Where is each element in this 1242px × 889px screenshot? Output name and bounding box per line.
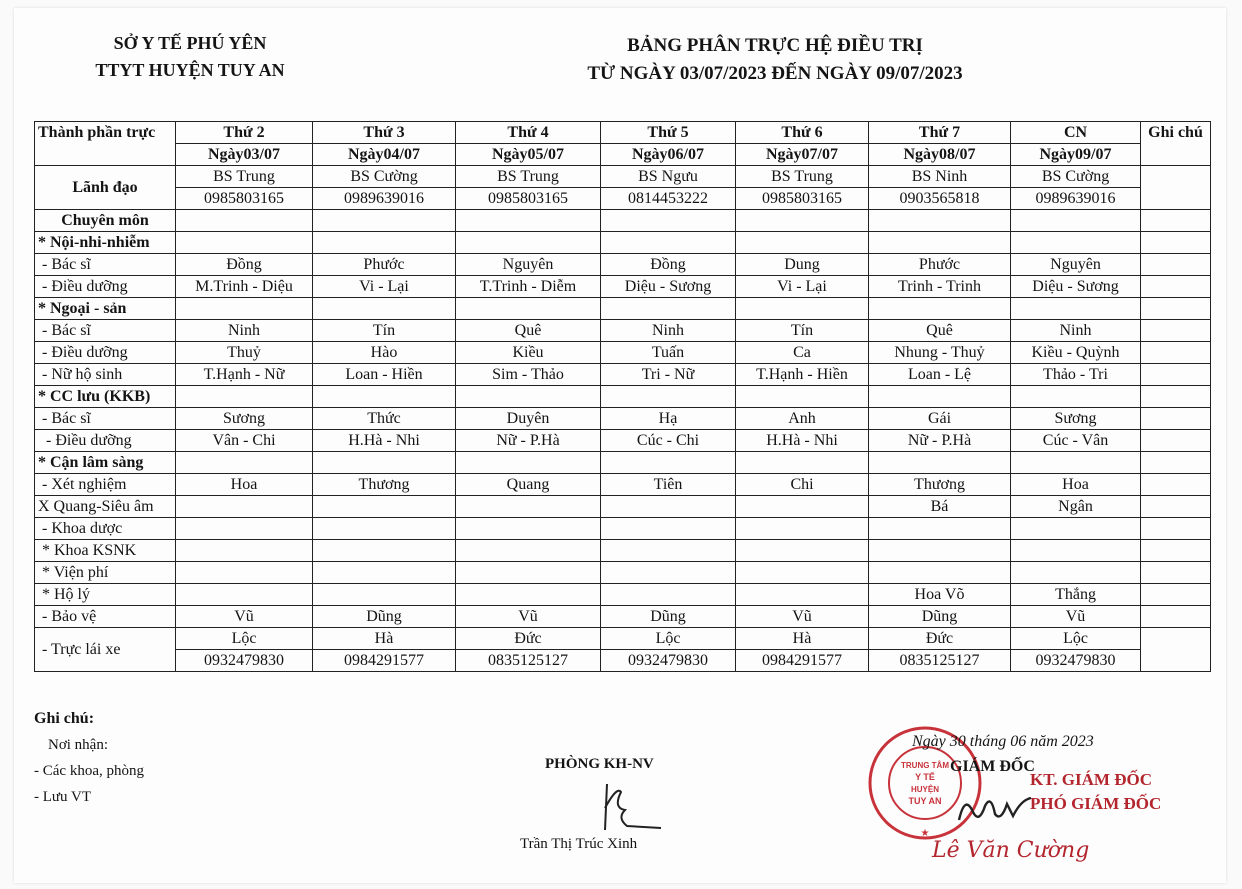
duty-cell: Thương — [313, 474, 456, 496]
duty-cell: Ninh — [601, 320, 736, 342]
day-header: Thứ 2 — [176, 122, 313, 144]
driver-phone: 0984291577 — [736, 650, 869, 672]
duty-cell — [869, 518, 1011, 540]
note-cell — [1141, 562, 1211, 584]
duty-cell: Tuấn — [601, 342, 736, 364]
note-cell — [1141, 386, 1211, 408]
duty-cell: Vân - Chi — [176, 430, 313, 452]
header-row-days — [35, 122, 1211, 144]
note-cell — [1141, 276, 1211, 298]
stamp-line-4: TUY AN — [908, 796, 942, 806]
driver-phone: 0932479830 — [176, 650, 313, 672]
duty-cell: Đồng — [601, 254, 736, 276]
driver-name: Hà — [736, 628, 869, 650]
duty-cell — [176, 540, 313, 562]
duty-cell: Hoa — [176, 474, 313, 496]
table-row — [35, 540, 1211, 562]
duty-cell: Hạ — [601, 408, 736, 430]
org-header — [40, 30, 340, 84]
leader-phone: 0985803165 — [456, 188, 601, 210]
duty-cell — [1011, 386, 1141, 408]
duty-cell: T.Trinh - Diễm — [456, 276, 601, 298]
duty-cell — [869, 210, 1011, 232]
duty-cell — [176, 562, 313, 584]
duty-cell — [601, 518, 736, 540]
date-header: Ngày08/07 — [869, 144, 1011, 166]
duty-cell: Sương — [1011, 408, 1141, 430]
duty-cell: Dũng — [869, 606, 1011, 628]
note-cell — [1141, 606, 1211, 628]
duty-cell: Cúc - Vân — [1011, 430, 1141, 452]
note-cell — [1141, 474, 1211, 496]
duty-cell: Tín — [313, 320, 456, 342]
table-row — [35, 210, 1211, 232]
leader-name: BS Trung — [456, 166, 601, 188]
duty-cell — [313, 562, 456, 584]
duty-cell — [176, 518, 313, 540]
duty-cell — [601, 452, 736, 474]
department-signer: Trần Thị Trúc Xinh — [520, 836, 638, 852]
duty-cell — [176, 386, 313, 408]
duty-cell: Ca — [736, 342, 869, 364]
row-label: - Nữ hộ sinh — [35, 364, 176, 386]
duty-cell — [313, 584, 456, 606]
duty-cell — [869, 562, 1011, 584]
duty-cell: Thuỷ — [176, 342, 313, 364]
driver-phone: 0835125127 — [456, 650, 601, 672]
date-header: Ngày07/07 — [736, 144, 869, 166]
table-row — [35, 386, 1211, 408]
duty-cell — [736, 540, 869, 562]
duty-cell — [456, 584, 601, 606]
duty-cell — [176, 210, 313, 232]
footer-notes — [34, 706, 144, 810]
duty-cell — [1011, 298, 1141, 320]
duty-cell: Loan - Lệ — [869, 364, 1011, 386]
note-header: Ghi chú — [1141, 122, 1211, 166]
duty-cell — [313, 518, 456, 540]
duty-cell: Hoa — [1011, 474, 1141, 496]
duty-cell — [456, 210, 601, 232]
duty-cell: Anh — [736, 408, 869, 430]
duty-cell: Dung — [736, 254, 869, 276]
row-label: * Viện phí — [35, 562, 176, 584]
duty-cell: Thức — [313, 408, 456, 430]
duty-cell — [1011, 452, 1141, 474]
duty-cell — [456, 562, 601, 584]
stamp-line-1: TRUNG TÂM — [901, 761, 949, 770]
duty-cell: Nguyên — [456, 254, 601, 276]
duty-cell: Phước — [313, 254, 456, 276]
leader-name: BS Ngưu — [601, 166, 736, 188]
signer-name: Lê Văn Cường — [932, 838, 1090, 863]
duty-cell: Ngân — [1011, 496, 1141, 518]
director-signature — [955, 790, 1035, 830]
leader-phone: 0814453222 — [601, 188, 736, 210]
row-label: - Điều dưỡng — [35, 342, 176, 364]
duty-cell — [869, 540, 1011, 562]
duty-cell — [1011, 562, 1141, 584]
day-header: Thứ 3 — [313, 122, 456, 144]
driver-name: Đức — [869, 628, 1011, 650]
date-header: Ngày06/07 — [601, 144, 736, 166]
leader-name: BS Trung — [176, 166, 313, 188]
stamp-line-3: HUYỆN — [910, 785, 940, 794]
duty-cell — [736, 232, 869, 254]
note-cell — [1141, 496, 1211, 518]
duty-cell: Thảo - Tri — [1011, 364, 1141, 386]
duty-cell: Phước — [869, 254, 1011, 276]
leader-name: BS Ninh — [869, 166, 1011, 188]
duty-cell — [869, 386, 1011, 408]
driver-phone: 0932479830 — [1011, 650, 1141, 672]
duty-cell — [313, 232, 456, 254]
table-row — [35, 474, 1211, 496]
duty-cell — [313, 298, 456, 320]
driver-phone: 0984291577 — [313, 650, 456, 672]
duty-cell: H.Hà - Nhi — [313, 430, 456, 452]
duty-cell: Ninh — [1011, 320, 1141, 342]
driver-name: Lộc — [1011, 628, 1141, 650]
table-row — [35, 584, 1211, 606]
duty-cell: H.Hà - Nhi — [736, 430, 869, 452]
driver-row — [35, 628, 1211, 650]
duty-cell: Ninh — [176, 320, 313, 342]
driver-phone: 0932479830 — [601, 650, 736, 672]
duty-cell — [601, 386, 736, 408]
leader-phone: 0903565818 — [869, 188, 1011, 210]
day-header: CN — [1011, 122, 1141, 144]
table-row — [35, 562, 1211, 584]
row-label: * Ngoại - sản — [35, 298, 176, 320]
leader-phone: 0989639016 — [313, 188, 456, 210]
note-cell — [1141, 210, 1211, 232]
duty-cell: Nguyên — [1011, 254, 1141, 276]
duty-cell — [176, 584, 313, 606]
title-line-2: TỪ NGÀY 03/07/2023 ĐẾN NGÀY 09/07/2023 — [587, 63, 963, 84]
duty-cell: Chi — [736, 474, 869, 496]
note-cell — [1141, 584, 1211, 606]
table-row — [35, 430, 1211, 452]
duty-cell — [313, 386, 456, 408]
header-row-dates — [35, 144, 1211, 166]
day-header: Thứ 4 — [456, 122, 601, 144]
duty-cell — [736, 210, 869, 232]
duty-cell: Nữ - P.Hà — [869, 430, 1011, 452]
duty-cell — [736, 518, 869, 540]
row-label: X Quang-Siêu âm — [35, 496, 176, 518]
duty-cell — [1011, 232, 1141, 254]
duty-cell — [456, 452, 601, 474]
deputy-director: PHÓ GIÁM ĐỐC — [1030, 794, 1162, 813]
duty-cell — [456, 232, 601, 254]
svg-text:★: ★ — [920, 828, 930, 839]
row-label: - Bác sĩ — [35, 408, 176, 430]
duty-cell: Thương — [869, 474, 1011, 496]
duty-cell — [1011, 210, 1141, 232]
duty-cell — [601, 210, 736, 232]
driver-name: Đức — [456, 628, 601, 650]
note-cell — [1141, 518, 1211, 540]
table-row — [35, 408, 1211, 430]
duty-cell: Tri - Nữ — [601, 364, 736, 386]
duty-cell — [456, 386, 601, 408]
duty-cell — [313, 452, 456, 474]
recipients-title: Nơi nhận: — [48, 737, 109, 753]
date-header: Ngày03/07 — [176, 144, 313, 166]
duty-cell: Vi - Lại — [736, 276, 869, 298]
duty-cell — [313, 540, 456, 562]
duty-cell — [736, 298, 869, 320]
table-row — [35, 276, 1211, 298]
corner-header: Thành phần trực — [35, 122, 176, 166]
row-label: - Bác sĩ — [35, 320, 176, 342]
duty-cell — [176, 232, 313, 254]
duty-cell — [313, 496, 456, 518]
duty-cell — [176, 298, 313, 320]
leader-phone: 0985803165 — [176, 188, 313, 210]
org-line-2: TTYT HUYỆN TUY AN — [95, 60, 285, 80]
sign-date: Ngày 30 tháng 06 năm 2023 — [912, 733, 1094, 750]
note-cell — [1141, 166, 1211, 210]
row-label: - Xét nghiệm — [35, 474, 176, 496]
duty-cell: Quang — [456, 474, 601, 496]
row-label: * Hộ lý — [35, 584, 176, 606]
duty-cell — [869, 452, 1011, 474]
duty-cell: Diệu - Sương — [601, 276, 736, 298]
table-row — [35, 518, 1211, 540]
row-label: - Trực lái xe — [35, 628, 176, 672]
note-cell — [1141, 628, 1211, 672]
org-line-1: SỞ Y TẾ PHÚ YÊN — [113, 33, 267, 53]
leader-phone: 0989639016 — [1011, 188, 1141, 210]
driver-name: Lộc — [601, 628, 736, 650]
duty-cell: Sim - Thảo — [456, 364, 601, 386]
duty-cell — [869, 298, 1011, 320]
note-cell — [1141, 254, 1211, 276]
duty-cell: Vũ — [176, 606, 313, 628]
note-cell — [1141, 320, 1211, 342]
duty-cell: Vi - Lại — [313, 276, 456, 298]
leader-phone: 0985803165 — [736, 188, 869, 210]
duty-cell — [456, 496, 601, 518]
note-cell — [1141, 540, 1211, 562]
duty-cell — [601, 496, 736, 518]
duty-cell: Nữ - P.Hà — [456, 430, 601, 452]
note-cell — [1141, 342, 1211, 364]
duty-cell: T.Hạnh - Hiền — [736, 364, 869, 386]
table-row — [35, 298, 1211, 320]
duty-cell — [869, 232, 1011, 254]
duty-cell: Nhung - Thuỷ — [869, 342, 1011, 364]
row-label: - Bảo vệ — [35, 606, 176, 628]
duty-cell: Quê — [869, 320, 1011, 342]
dept-signature — [595, 778, 665, 836]
row-label: - Khoa dược — [35, 518, 176, 540]
note-cell — [1141, 232, 1211, 254]
table-row — [35, 342, 1211, 364]
row-label: * Cận lâm sàng — [35, 452, 176, 474]
leader-name: BS Trung — [736, 166, 869, 188]
duty-cell: Đồng — [176, 254, 313, 276]
row-label: - Điều dưỡng — [35, 430, 176, 452]
row-label: Chuyên môn — [35, 210, 176, 232]
row-label: * Nội-nhi-nhiễm — [35, 232, 176, 254]
leader-name: BS Cường — [313, 166, 456, 188]
duty-cell: Loan - Hiền — [313, 364, 456, 386]
duty-cell: Vũ — [456, 606, 601, 628]
note-cell — [1141, 430, 1211, 452]
duty-cell: Hào — [313, 342, 456, 364]
duty-cell: M.Trinh - Diệu — [176, 276, 313, 298]
duty-cell — [456, 298, 601, 320]
recipient-1: - Các khoa, phòng — [34, 763, 144, 779]
duty-cell: Diệu - Sương — [1011, 276, 1141, 298]
table-row — [35, 232, 1211, 254]
duty-cell — [736, 386, 869, 408]
duty-cell: Tiên — [601, 474, 736, 496]
duty-cell — [601, 562, 736, 584]
duty-cell: T.Hạnh - Nữ — [176, 364, 313, 386]
leader-phone-row — [35, 188, 1211, 210]
row-label: * Khoa KSNK — [35, 540, 176, 562]
day-header: Thứ 6 — [736, 122, 869, 144]
duty-cell — [313, 210, 456, 232]
note-cell — [1141, 364, 1211, 386]
duty-cell: Dũng — [601, 606, 736, 628]
table-row — [35, 452, 1211, 474]
leader-row — [35, 166, 1211, 188]
row-label: - Điều dưỡng — [35, 276, 176, 298]
driver-name: Hà — [313, 628, 456, 650]
director-title: GIÁM ĐỐC — [950, 758, 1035, 775]
driver-phone-row — [35, 650, 1211, 672]
duty-cell: Vũ — [736, 606, 869, 628]
table-row — [35, 364, 1211, 386]
note-cell — [1141, 452, 1211, 474]
note-title: Ghi chú: — [34, 710, 95, 727]
deputy-block — [1030, 768, 1161, 816]
note-cell — [1141, 298, 1211, 320]
duty-cell: Vũ — [1011, 606, 1141, 628]
day-header: Thứ 7 — [869, 122, 1011, 144]
table-row — [35, 606, 1211, 628]
duty-cell: Bá — [869, 496, 1011, 518]
duty-cell: Cúc - Chi — [601, 430, 736, 452]
document-title — [495, 32, 1055, 88]
duty-cell: Trinh - Trinh — [869, 276, 1011, 298]
table-row — [35, 320, 1211, 342]
date-header: Ngày05/07 — [456, 144, 601, 166]
duty-cell — [601, 540, 736, 562]
duty-cell: Hoa Võ — [869, 584, 1011, 606]
title-line-1: BẢNG PHÂN TRỰC HỆ ĐIỀU TRỊ — [627, 35, 923, 56]
department-label: PHÒNG KH-NV — [545, 756, 654, 772]
duty-cell — [176, 496, 313, 518]
duty-cell: Kiều — [456, 342, 601, 364]
row-label: * CC lưu (KKB) — [35, 386, 176, 408]
duty-cell: Quê — [456, 320, 601, 342]
duty-cell — [601, 584, 736, 606]
duty-cell: Sương — [176, 408, 313, 430]
duty-cell — [736, 584, 869, 606]
date-header: Ngày09/07 — [1011, 144, 1141, 166]
duty-cell — [736, 496, 869, 518]
duty-cell: Duyên — [456, 408, 601, 430]
duty-cell — [456, 518, 601, 540]
duty-cell — [736, 562, 869, 584]
row-label: Lãnh đạo — [35, 166, 176, 210]
stamp-line-2: Y TẾ — [915, 772, 935, 782]
day-header: Thứ 5 — [601, 122, 736, 144]
duty-cell: Thắng — [1011, 584, 1141, 606]
duty-cell: Gái — [869, 408, 1011, 430]
duty-cell: Kiều - Quỳnh — [1011, 342, 1141, 364]
duty-cell — [176, 452, 313, 474]
duty-cell — [456, 540, 601, 562]
duty-cell: Dũng — [313, 606, 456, 628]
leader-name: BS Cường — [1011, 166, 1141, 188]
driver-name: Lộc — [176, 628, 313, 650]
driver-phone: 0835125127 — [869, 650, 1011, 672]
duty-schedule-table — [34, 121, 1211, 672]
duty-cell — [736, 452, 869, 474]
recipient-2: - Lưu VT — [34, 789, 92, 805]
table-row — [35, 254, 1211, 276]
duty-cell — [1011, 540, 1141, 562]
note-cell — [1141, 408, 1211, 430]
duty-cell — [1011, 518, 1141, 540]
table-row — [35, 496, 1211, 518]
kt-director: KT. GIÁM ĐỐC — [1030, 770, 1152, 789]
row-label: - Bác sĩ — [35, 254, 176, 276]
duty-cell — [601, 232, 736, 254]
date-header: Ngày04/07 — [313, 144, 456, 166]
duty-cell: Tín — [736, 320, 869, 342]
duty-cell — [601, 298, 736, 320]
